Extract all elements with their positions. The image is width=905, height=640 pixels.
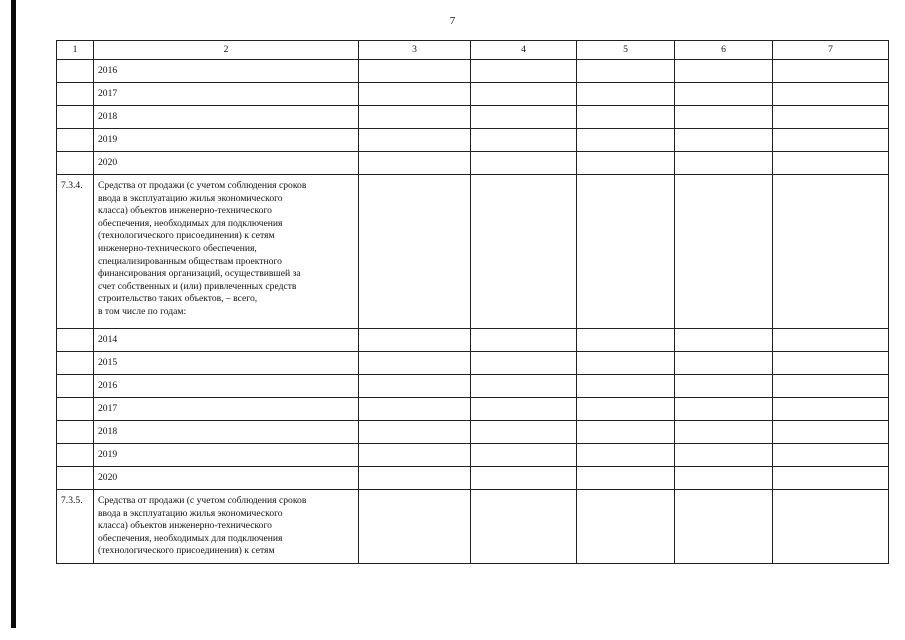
value-cell	[577, 421, 675, 444]
value-cell	[675, 467, 773, 490]
column-header: 5	[577, 41, 675, 60]
value-cell	[773, 129, 889, 152]
value-cell	[773, 490, 889, 564]
value-cell	[471, 129, 577, 152]
value-cell	[577, 444, 675, 467]
value-cell	[577, 329, 675, 352]
row-number-cell	[57, 129, 94, 152]
value-cell	[359, 129, 471, 152]
value-cell	[773, 106, 889, 129]
table-row	[57, 83, 889, 106]
value-cell	[577, 467, 675, 490]
value-cell	[773, 329, 889, 352]
value-cell	[577, 375, 675, 398]
value-cell	[773, 421, 889, 444]
value-cell	[675, 175, 773, 329]
header-row	[57, 41, 889, 60]
row-number-cell	[57, 421, 94, 444]
year-cell: 2016	[94, 60, 359, 83]
row-number-cell	[57, 352, 94, 375]
value-cell	[577, 175, 675, 329]
year-cell: 2019	[94, 129, 359, 152]
value-cell	[359, 467, 471, 490]
value-cell	[359, 375, 471, 398]
value-cell	[471, 83, 577, 106]
table-row	[57, 398, 889, 421]
value-cell	[773, 175, 889, 329]
value-cell	[359, 106, 471, 129]
value-cell	[471, 398, 577, 421]
year-cell: 2019	[94, 444, 359, 467]
value-cell	[577, 106, 675, 129]
value-cell	[577, 398, 675, 421]
column-header: 1	[57, 41, 94, 60]
value-cell	[675, 421, 773, 444]
value-cell	[773, 398, 889, 421]
year-cell: 2017	[94, 398, 359, 421]
value-cell	[359, 444, 471, 467]
value-cell	[359, 83, 471, 106]
year-cell: 2015	[94, 352, 359, 375]
column-header: 6	[675, 41, 773, 60]
row-number-cell	[57, 375, 94, 398]
year-cell: 2020	[94, 152, 359, 175]
value-cell	[577, 83, 675, 106]
value-cell	[359, 398, 471, 421]
row-number-cell	[57, 467, 94, 490]
value-cell	[675, 352, 773, 375]
table-row	[57, 60, 889, 83]
value-cell	[471, 444, 577, 467]
value-cell	[471, 152, 577, 175]
data-table	[56, 40, 889, 564]
column-header: 3	[359, 41, 471, 60]
value-cell	[359, 152, 471, 175]
value-cell	[675, 83, 773, 106]
value-cell	[471, 467, 577, 490]
table-row-item-7-3-5	[57, 490, 889, 564]
value-cell	[359, 175, 471, 329]
table-row	[57, 129, 889, 152]
value-cell	[773, 444, 889, 467]
value-cell	[675, 106, 773, 129]
value-cell	[675, 490, 773, 564]
value-cell	[773, 352, 889, 375]
value-cell	[359, 490, 471, 564]
left-margin-bar	[11, 0, 16, 628]
value-cell	[675, 152, 773, 175]
value-cell	[675, 398, 773, 421]
value-cell	[471, 106, 577, 129]
value-cell	[577, 490, 675, 564]
value-cell	[773, 467, 889, 490]
row-number-cell: 7.3.4.	[57, 175, 94, 329]
table-row	[57, 375, 889, 398]
table-row	[57, 421, 889, 444]
value-cell	[675, 444, 773, 467]
row-number-cell: 7.3.5.	[57, 490, 94, 564]
table-row	[57, 352, 889, 375]
value-cell	[471, 490, 577, 564]
row-number-cell	[57, 444, 94, 467]
row-number-cell	[57, 60, 94, 83]
row-number-cell	[57, 398, 94, 421]
table-row	[57, 444, 889, 467]
column-header: 7	[773, 41, 889, 60]
table-row	[57, 467, 889, 490]
value-cell	[471, 421, 577, 444]
value-cell	[675, 329, 773, 352]
value-cell	[471, 329, 577, 352]
value-cell	[471, 375, 577, 398]
year-cell: 2016	[94, 375, 359, 398]
value-cell	[577, 152, 675, 175]
row-number-cell	[57, 83, 94, 106]
column-header: 4	[471, 41, 577, 60]
value-cell	[471, 175, 577, 329]
year-cell: 2014	[94, 329, 359, 352]
value-cell	[773, 375, 889, 398]
value-cell	[359, 352, 471, 375]
table-row	[57, 329, 889, 352]
year-cell: 2018	[94, 106, 359, 129]
value-cell	[773, 60, 889, 83]
value-cell	[471, 60, 577, 83]
year-cell: 2017	[94, 83, 359, 106]
table-row-item-7-3-4	[57, 175, 889, 329]
description-cell: Средства от продажи (с учетом соблюдения сроков ввода в эксплуатацию жилья экономического класса) объектов инженерно-технического обеспечения, необходимых для подключения (технологического присоединения) к сетям	[94, 490, 359, 564]
value-cell	[675, 129, 773, 152]
value-cell	[577, 129, 675, 152]
value-cell	[675, 60, 773, 83]
value-cell	[577, 352, 675, 375]
value-cell	[773, 83, 889, 106]
value-cell	[675, 375, 773, 398]
year-cell: 2020	[94, 467, 359, 490]
value-cell	[773, 152, 889, 175]
row-number-cell	[57, 152, 94, 175]
page-number: 7	[449, 15, 456, 27]
value-cell	[577, 60, 675, 83]
column-header: 2	[94, 41, 359, 60]
table-row	[57, 152, 889, 175]
row-number-cell	[57, 106, 94, 129]
value-cell	[359, 60, 471, 83]
value-cell	[359, 329, 471, 352]
value-cell	[359, 421, 471, 444]
year-cell: 2018	[94, 421, 359, 444]
description-cell: Средства от продажи (с учетом соблюдения сроков ввода в эксплуатацию жилья экономического класса) объектов инженерно-технического обеспечения, необходимых для подключения (технологического присоединения) к сетям инженерно-технического обеспечения, специализированным обществам проектного финансирования организаций, осуществившей за счет собственных и (или) привлеченных средств строительство таких объектов, – всего, в том числе по годам:	[94, 175, 359, 329]
value-cell	[471, 352, 577, 375]
table-row	[57, 106, 889, 129]
row-number-cell	[57, 329, 94, 352]
